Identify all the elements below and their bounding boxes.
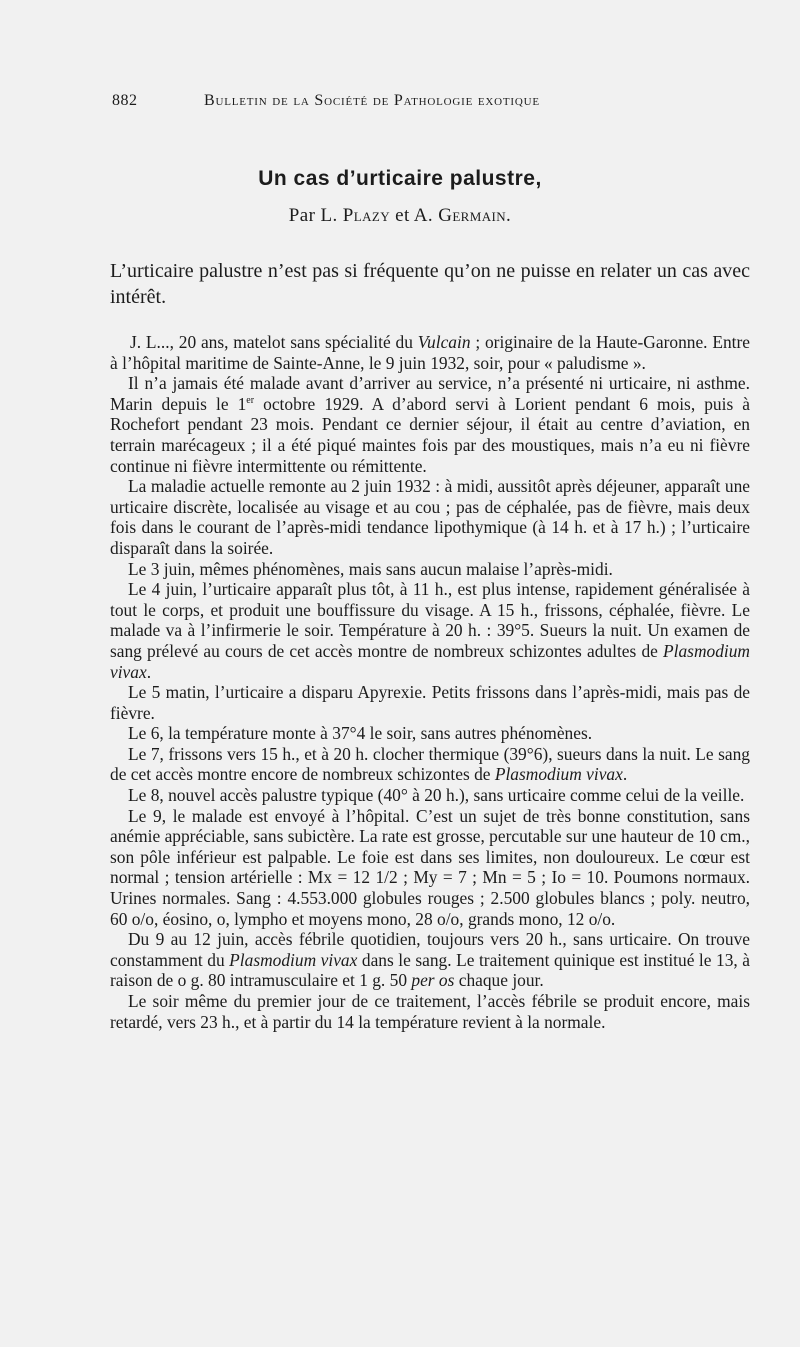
text-run: . [146,661,152,682]
authors-connector: et [390,205,414,226]
intro-paragraph: L’urticaire palustre n’est pas si fréquente qu’on ne puisse en relater un cas avec intérêt. [110,260,750,308]
authors-suffix: . [506,205,512,226]
page-number: 882 [112,92,138,109]
paragraph-june-5: Le 5 matin, l’urticaire a disparu Apyrexie. Petits frissons dans l’après-midi, mais pas de fièvre. [110,682,750,723]
text-run: Le 7, frissons vers 15 h., et à 20 h. clocher thermique (39°6), sueurs dans la nuit. Le sang de cet accès montre encore de nombreux schizontes de [110,743,750,785]
text-run: J. L..., 20 ans, matelot sans spécialité du [130,332,418,352]
species-name: Plasmodium vivax [110,640,750,682]
paragraph-june-7 [110,744,750,785]
superscript: er [246,394,255,406]
paragraph-onset: La maladie actuelle remonte au 2 juin 1932 : à midi, aussitôt après déjeuner, apparaît une urticaire discrète, localisée au visage et au cou ; pas de céphalée, pas de fièvre, mais deux fois dans le courant de l’après-midi tendance lipothymique (à 14 h. et à 17 h.) ; l’urticaire disparaît dans la soirée. [110,476,750,558]
species-name: Plasmodium vivax [494,764,623,785]
paragraph-june-6: Le 6, la température monte à 37°4 le soir, sans autres phénomènes. [128,723,593,744]
species-name: Plasmodium vivax [229,949,358,970]
text-run: Il n’a jamais été malade avant d’arriver au service, n’a présenté ni urticaire, ni asthme. Marin depuis le 1 [110,373,750,414]
author2-surname: Germain [438,205,507,226]
text-run: octobre 1929. A d’abord servi à Lorient pendant 6 mois, puis à Rochefort pendant 23 mois. Pendant ce dernier séjour, il était au centre d’aviation, en terrain marécageux ; il a été piqué maintes fois par des moustiques, mais n’a eu ni fièvre continue ni fièvre intermittente ou rémittente. [110,393,750,476]
case-report-body [110,332,750,1032]
text-run: . [622,764,628,785]
text-run: ; originaire de la Haute-Garonne. Entre à l’hôpital maritime de Sainte-Anne, le 9 juin 1932, soir, pour « paludisme ». [110,332,750,373]
paragraph-history [110,373,750,476]
text-run: Du 9 au 12 juin, accès fébrile quotidien, toujours vers 20 h., sans urticaire. On trouve constamment du [110,929,750,970]
author1-surname: Plazy [342,205,391,226]
paragraph-june-3: Le 3 juin, mêmes phénomènes, mais sans aucun malaise l’après-midi. [128,558,613,579]
authors-prefix: Par [288,205,321,226]
text-run: Le 4 juin, l’urticaire apparaît plus tôt, à 11 h., est plus intense, rapidement généralisée à tout le corps, et produit une bouffissure du visage. A 15 h., frissons, céphalée, fièvre. Le malade va à l’infirmerie le soir. Température à 20 h. : 39°5. Sueurs la nuit. Un examen de sang prélevé au cours de cet accès montre de nombreux schizontes adultes de [110,579,750,661]
paragraph-treatment [110,929,750,991]
paragraph-patient-identity [110,332,750,373]
article-title: Un cas d’urticaire palustre, [258,167,542,190]
paragraph-june-8: Le 8, nouvel accès palustre typique (40° à 20 h.), sans urticaire comme celui de la veille. [128,785,745,806]
authors-line [0,205,800,227]
paragraph-hospital-exam: Le 9, le malade est envoyé à l’hôpital. C’est un sujet de très bonne constitution, sans anémie appréciable, sans subictère. La rate est grosse, percutable sur une hauteur de 10 cm., son pôle inférieur est palpable. Le foie est dans ses limites, non douloureux. Le cœur est normal ; tension artérielle : Mx = 12 1/2 ; My = 7 ; Mn = 5 ; Io = 10. Poumons normaux. Urines normales. Sang : 4.553.000 globules rouges ; 2.500 globules blancs ; poly. neutro, 60 o/o, éosino, o, lympho et moyens mono, 28 o/o, grands mono, 12 o/o. [110,805,750,929]
route-per-os: per os [411,970,455,991]
text-run: dans le sang. Le traitement quinique est institué le 13, à raison de o g. 80 intramusculaire et 1 g. 50 [110,949,750,991]
paragraph-outcome: Le soir même du premier jour de ce traitement, l’accès fébrile se produit encore, mais retardé, vers 23 h., et à partir du 14 la température revient à la normale. [110,991,750,1032]
running-header [112,92,752,116]
author2-initial: A. [413,205,439,226]
journal-title: Bulletin de la Société de Pathologie exotique [204,92,540,109]
text-run: chaque jour. [454,970,544,991]
author1-initial: L. [320,205,343,226]
paragraph-june-4 [110,579,750,682]
ship-name: Vulcain [417,332,471,352]
